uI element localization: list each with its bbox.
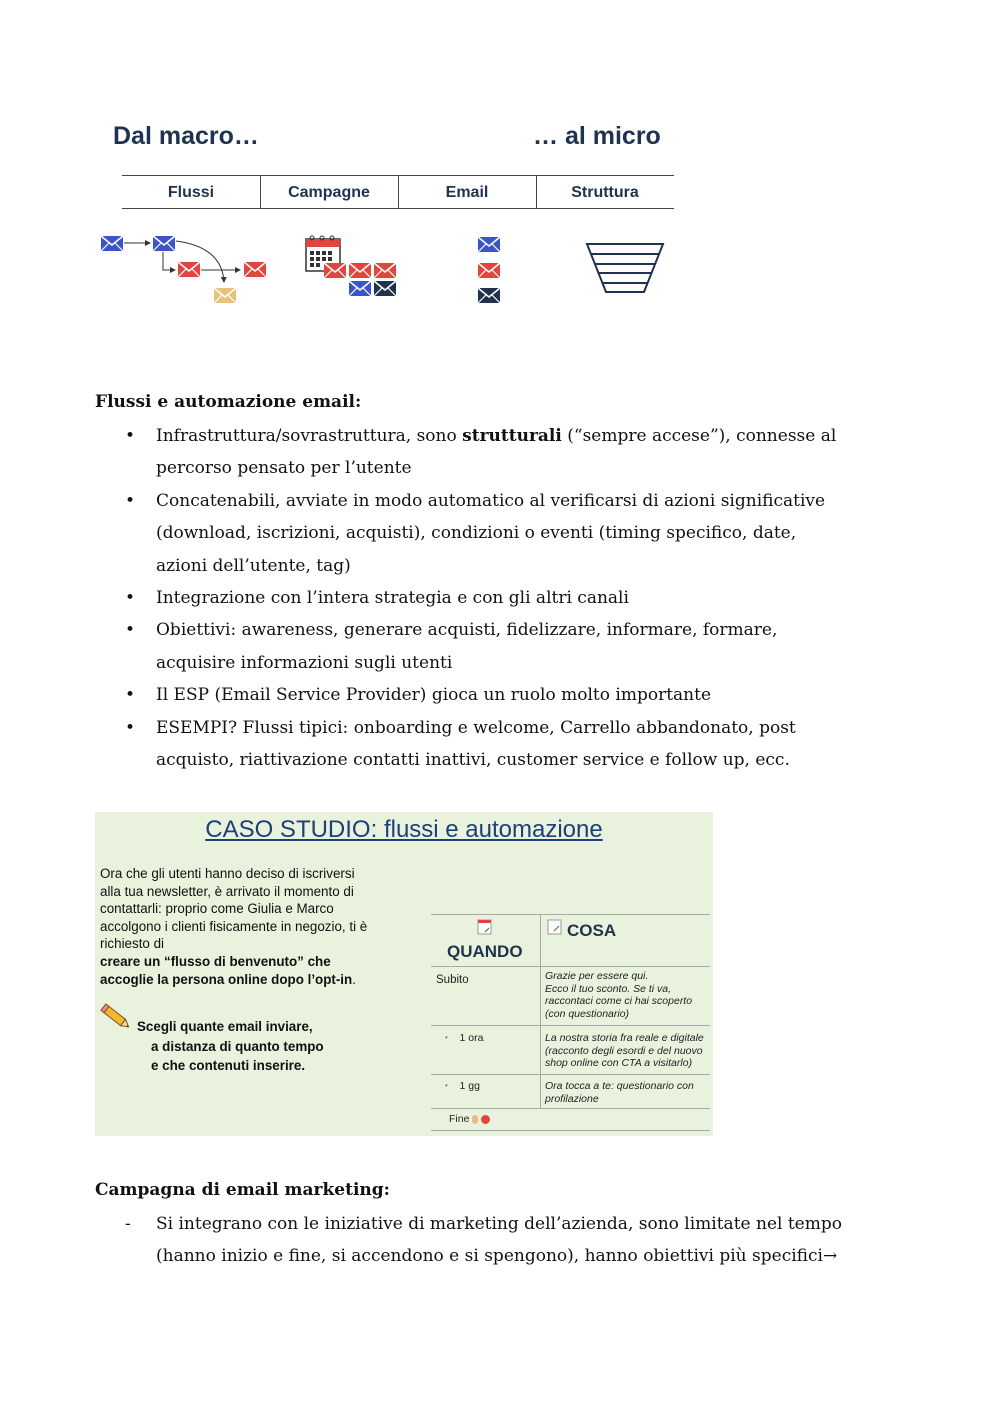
- table-cell-when: Subito: [436, 974, 469, 986]
- envelope-icon: [244, 262, 266, 277]
- envelope-icon: [214, 288, 236, 303]
- case-study-title: CASO STUDIO: flussi e automazione: [205, 816, 603, 843]
- table-cell-what: Ora tocca a te: questionario con profilazione: [545, 1080, 694, 1105]
- column-campagne: Campagne: [288, 184, 370, 201]
- list-item: • Integrazione con l’intera strategia e con gli altri canali: [125, 588, 629, 609]
- figure-right-title: … al micro: [533, 122, 661, 150]
- envelope-icon: [478, 263, 500, 278]
- table-header-what: COSA: [567, 921, 617, 940]
- table-end-label: Fine: [449, 1113, 490, 1126]
- case-study-instructions: Scegli quante email inviare, a distanza di quanto tempo e che contenuti inserire.: [137, 1019, 324, 1074]
- table-cell-when: • 1 ora: [445, 1032, 484, 1045]
- table-cell-what: La nostra storia fra reale e digitale (racconto degli esordi e del nuovo shop online con CTA a visitarlo): [545, 1032, 704, 1069]
- list-item: • Obiettivi: awareness, generare acquisti, fidelizzare, informare, formare, acquisire informazioni sugli utenti: [125, 620, 778, 673]
- figure-icons: [0, 225, 700, 315]
- list-item: • Concatenabili, avviate in modo automatico al verificarsi di azioni significative (download, iscrizioni, acquisti), condizioni o eventi (timing specifico, date, azioni dell’utente, tag): [125, 490, 826, 576]
- envelope-icon: [478, 237, 500, 252]
- calendar-note-icon: [477, 918, 493, 936]
- list-item: • Infrastruttura/sovrastruttura, sono strutturali (“sempre accese”), connesse al percorso pensato per l’utente: [125, 426, 837, 479]
- funnel-icon: [587, 244, 663, 292]
- column-struttura: Struttura: [571, 184, 639, 201]
- case-study-panel: [95, 812, 713, 1136]
- column-email: Email: [445, 184, 489, 201]
- red-circle-icon: [481, 1115, 490, 1124]
- table-cell-what: Grazie per essere qui. Ecco il tuo sconto. Se ti va, raccontaci come ci hai scoperto (con questionario): [545, 970, 693, 1020]
- envelope-icon: [478, 288, 500, 303]
- list-item: - Si integrano con le iniziative di marketing dell’azienda, sono limitate nel tempo (hanno inizio e fine, si accendono e si spengono), hanno obiettivi più specifici→: [125, 1214, 842, 1267]
- table-cell-when: • 1 gg: [445, 1080, 480, 1093]
- case-study-intro: Ora che gli utenti hanno deciso di iscriversi alla tua newsletter, è arrivato il momento di contattarli: proprio come Giulia e Marco accolgono i clienti fisicamente in negozio, ti è richiesto di creare un “flusso di benvenuto” che accoglie la persona online dopo l’opt-in.: [100, 866, 368, 987]
- bullet-list-campagna: [95, 1208, 975, 1273]
- bullet-list-flussi: [95, 420, 955, 776]
- list-item: • ESEMPI? Flussi tipici: onboarding e welcome, Carrello abbandonato, post acquisto, riattivazione contatti inattivi, customer service e follow up, ecc.: [125, 717, 796, 771]
- pencil-icon: [99, 1002, 133, 1032]
- section-title-campagna: Campagna di email marketing:: [95, 1180, 390, 1200]
- column-flussi: Flussi: [167, 184, 215, 201]
- envelope-icon: [153, 236, 175, 251]
- note-icon: [547, 918, 563, 936]
- hand-icon: [472, 1115, 478, 1124]
- table-header-when: QUANDO: [447, 942, 523, 961]
- envelope-icon: [178, 262, 200, 277]
- section-title-flussi: Flussi e automazione email:: [95, 392, 362, 412]
- envelope-icon: [101, 236, 123, 251]
- figure-left-title: Dal macro…: [113, 122, 259, 150]
- list-item: • Il ESP (Email Service Provider) gioca un ruolo molto importante: [125, 685, 712, 706]
